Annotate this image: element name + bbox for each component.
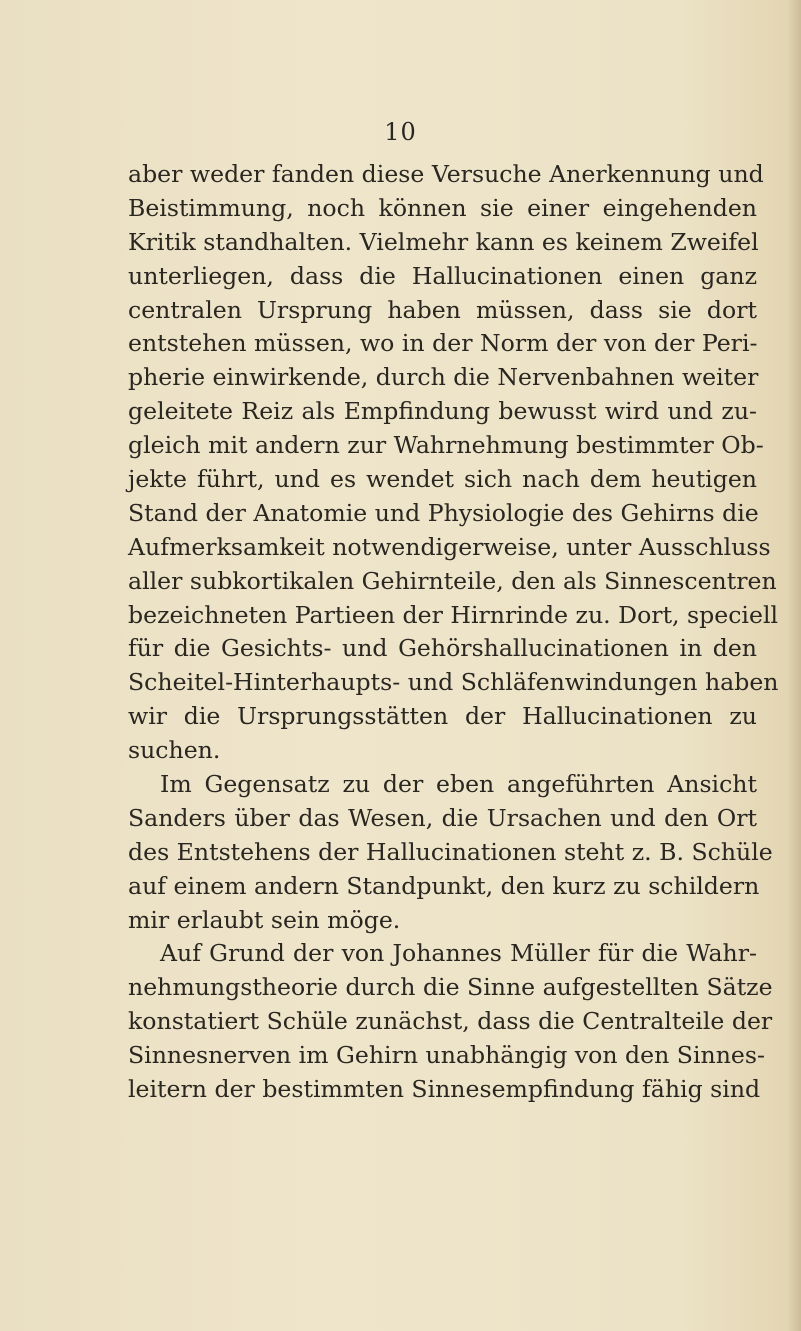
text-line: entstehen müssen, wo in der Norm der von der Peri- xyxy=(128,329,758,358)
text-line: Sanders über das Wesen, die Ursachen und den Ort xyxy=(128,803,757,832)
text-line: Kritik standhalten. Vielmehr kann es keinem Zweifel xyxy=(128,227,759,256)
page-edge-shadow xyxy=(787,0,801,1331)
paragraph-start-line: Im Gegensatz zu der eben angeführten Ansicht xyxy=(160,770,757,799)
text-line: Beistimmung, noch können sie einer eingehenden xyxy=(128,193,757,222)
text-line: wir die Ursprungsstätten der Hallucinationen zu xyxy=(128,702,757,731)
text-line: auf einem andern Standpunkt, den kurz zu schildern xyxy=(128,871,760,900)
text-line: centralen Ursprung haben müssen, dass sie dort xyxy=(128,295,757,324)
text-line: bezeichneten Partieen der Hirnrinde zu. Dort, speciell xyxy=(128,600,779,629)
text-line: leitern der bestimmten Sinnesempfindung fähig sind xyxy=(128,1075,761,1104)
paragraph-end-line: suchen. xyxy=(128,736,221,765)
text-line: aller subkortikalen Gehirnteile, den als Sinnescentren xyxy=(128,566,777,595)
text-line: Sinnesnerven im Gehirn unabhängig von den Sinnes- xyxy=(128,1041,765,1070)
text-line: Aufmerksamkeit notwendigerweise, unter Ausschluss xyxy=(128,532,771,561)
text-line: nehmungstheorie durch die Sinne aufgestellten Sätze xyxy=(128,973,773,1002)
text-line: unterliegen, dass die Hallucinationen einen ganz xyxy=(128,261,757,290)
text-line: des Entstehens der Hallucinationen steht z. B. Schüle xyxy=(128,837,773,866)
text-line: für die Gesichts- und Gehörshallucinationen in den xyxy=(128,634,757,663)
text-line: jekte führt, und es wendet sich nach dem heutigen xyxy=(128,465,757,494)
paragraph-start-line: Auf Grund der von Johannes Müller für die Wahr- xyxy=(160,939,757,968)
text-line: geleitete Reiz als Empfindung bewusst wird und zu- xyxy=(128,397,757,426)
paragraph-end-line: mir erlaubt sein möge. xyxy=(128,905,401,934)
text-line: Scheitel-Hinterhaupts- und Schläfenwindungen haben xyxy=(128,668,779,697)
text-line: aber weder fanden diese Versuche Anerkennung und xyxy=(128,160,764,188)
text-line: gleich mit andern zur Wahrnehmung bestimmter Ob- xyxy=(128,431,764,460)
text-line: konstatiert Schüle zunächst, dass die Centralteile der xyxy=(128,1007,773,1036)
text-line: Stand der Anatomie und Physiologie des Gehirns die xyxy=(128,498,759,527)
body-text xyxy=(128,158,779,1107)
text-line: pherie einwirkende, durch die Nervenbahnen weiter xyxy=(128,363,759,392)
page-number: 10 xyxy=(384,118,417,146)
